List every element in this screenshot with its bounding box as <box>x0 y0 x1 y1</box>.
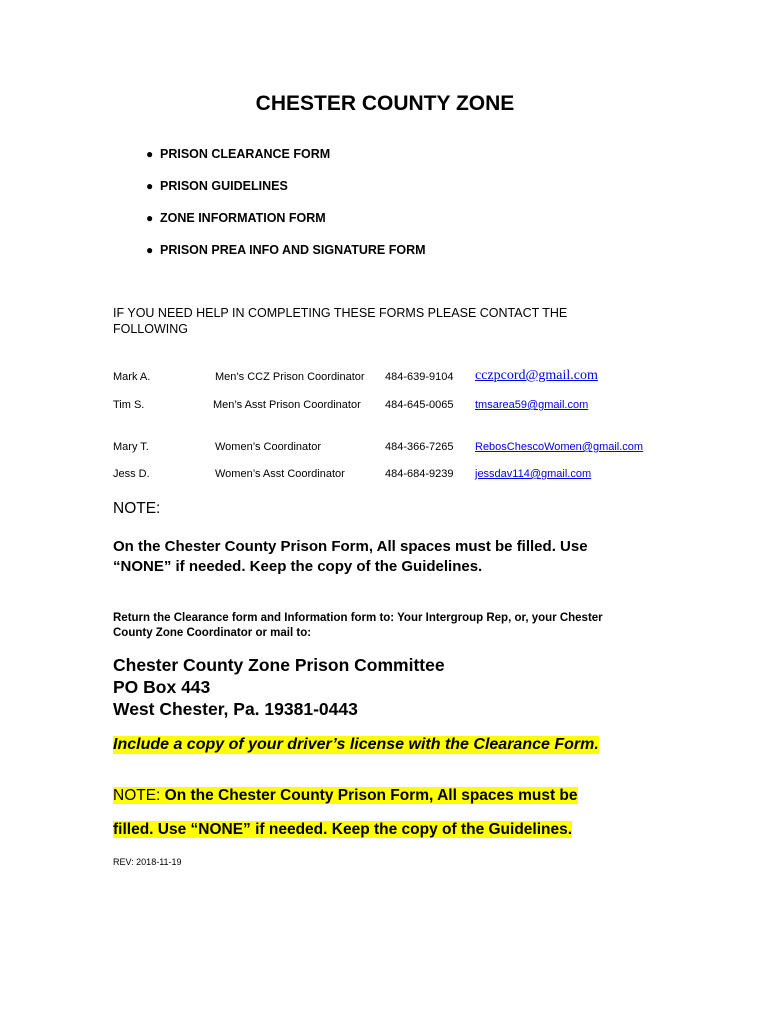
license-reminder: Include a copy of your driver’s license with the Clearance Form. <box>113 736 599 753</box>
note-text: On the Chester County Prison Form, All spaces must be <box>164 787 578 804</box>
bullet-icon: ● <box>146 243 154 257</box>
highlighted-note <box>113 779 578 847</box>
list-item: ● PRISON CLEARANCE FORM <box>146 147 331 161</box>
return-instructions: Return the Clearance form and Information form to: Your Intergroup Rep, or, your Chester County Zone Coordinator or mail to: <box>113 612 603 639</box>
contact-phone: 484-366-7265 <box>385 441 454 453</box>
list-item: ● ZONE INFORMATION FORM <box>146 211 326 225</box>
note-text: filled. Use “NONE” if needed. Keep the copy of the Guidelines. <box>113 821 573 838</box>
contact-phone: 484-684-9239 <box>385 468 454 480</box>
contact-name: Tim S. <box>113 399 145 411</box>
contact-email-link[interactable]: RebosChescoWomen@gmail.com <box>475 441 644 453</box>
address-line-3: West Chester, Pa. 19381-0443 <box>113 699 358 719</box>
document-title: CHESTER COUNTY ZONE <box>255 92 515 115</box>
bullet-icon: ● <box>146 147 154 161</box>
contact-name: Mark A. <box>113 371 151 383</box>
list-item: ● PRISON PREA INFO AND SIGNATURE FORM <box>146 243 426 257</box>
contact-email-link[interactable]: jessdav114@gmail.com <box>475 468 592 480</box>
contact-role: Men’s Asst Prison Coordinator <box>213 399 361 411</box>
forms-list <box>146 145 426 273</box>
help-text: IF YOU NEED HELP IN COMPLETING THESE FORMS PLEASE CONTACT THE FOLLOWING <box>113 306 568 336</box>
note-body: On the Chester County Prison Form, All spaces must be filled. Use “NONE” if needed. Keep the copy of the Guidelines. <box>113 538 588 575</box>
note-label: NOTE: <box>113 787 165 804</box>
revision-date: REV: 2018-11-19 <box>113 857 182 867</box>
contact-phone: 484-639-9104 <box>385 371 454 383</box>
bullet-icon: ● <box>146 179 154 193</box>
note-label: NOTE: <box>113 500 161 517</box>
address-line-1: Chester County Zone Prison Committee <box>113 655 445 675</box>
address-line-2: PO Box 443 <box>113 677 211 697</box>
bullet-icon: ● <box>146 211 154 225</box>
list-item: ● PRISON GUIDELINES <box>146 179 288 193</box>
contact-name: Mary T. <box>113 441 149 453</box>
contact-email-link[interactable]: cczpcord@gmail.com <box>475 368 598 383</box>
contact-name: Jess D. <box>113 468 150 480</box>
contact-role: Men’s CCZ Prison Coordinator <box>215 371 365 383</box>
contact-email-link[interactable]: tmsarea59@gmail.com <box>475 399 589 411</box>
contact-role: Women’s Asst Coordinator <box>215 468 345 480</box>
contact-role: Women’s Coordinator <box>215 441 321 453</box>
contact-phone: 484-645-0065 <box>385 399 454 411</box>
